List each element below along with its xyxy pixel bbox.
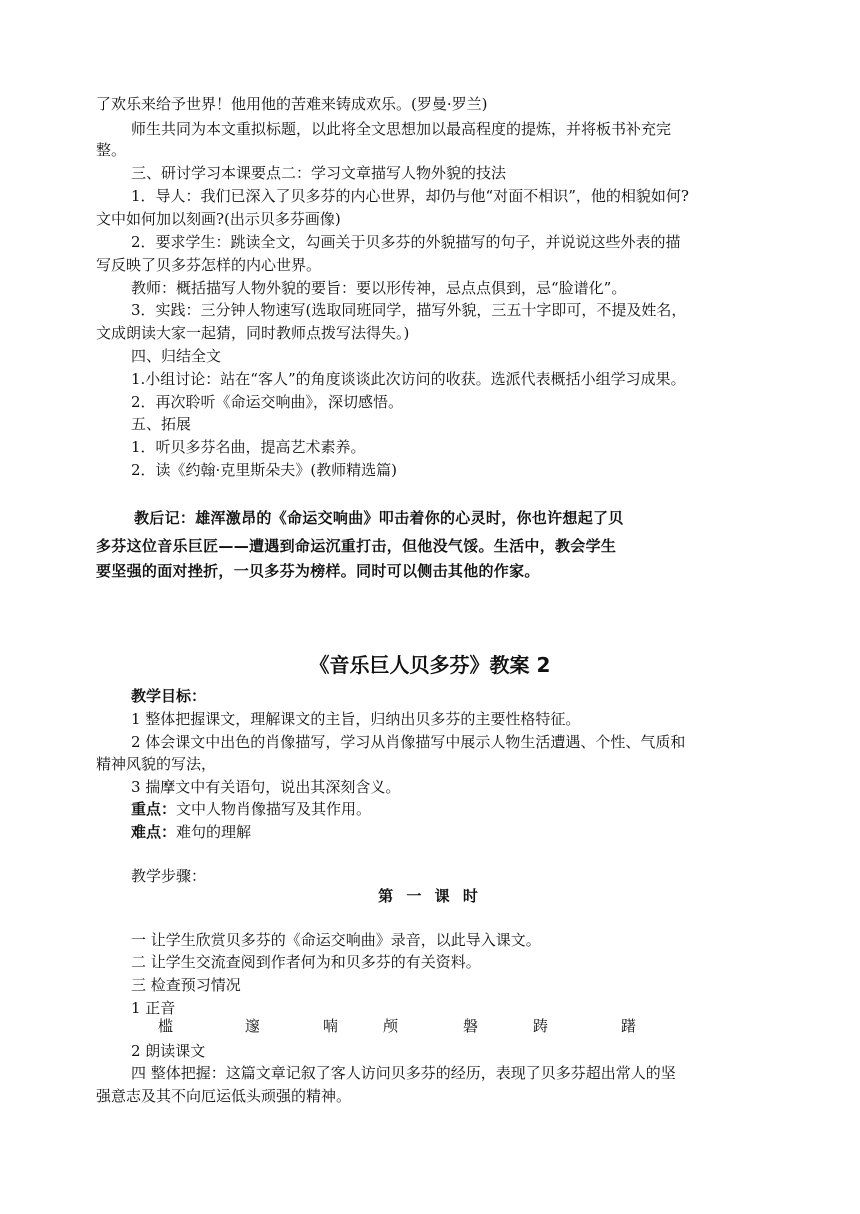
text-line: 师生共同为本文重拟标题，以此将全文思想加以最高程度的提炼，并将板书补充完 [131, 120, 672, 138]
teaching-note: 多芬这位音乐巨匠——遭遇到命运沉重打击，但他没气馁。生活中，教会学生 [96, 537, 617, 555]
section-heading: 四、归结全文 [131, 347, 222, 365]
lesson-heading: 第 一 课 时 [378, 887, 482, 905]
text-line: 四 整体把握：这篇文章记叙了客人访问贝多芬的经历，表现了贝多芬超出常人的坚 [131, 1064, 676, 1082]
pronounce-char: 槛 [158, 1017, 174, 1035]
section-heading: 三、研讨学习本课要点二：学习文章描写人物外貌的技法 [131, 164, 507, 182]
text-line: 了欢乐来给予世界！他用他的苦难来铸成欢乐。(罗曼·罗兰) [96, 95, 488, 113]
text-line: 3．实践：三分钟人物速写(选取同班同学，描写外貌，三五十字即可，不提及姓名， [131, 301, 687, 319]
text-line: 1 正音 [131, 999, 176, 1017]
text-line: 3 揣摩文中有关语句，说出其深刻含义。 [131, 778, 401, 796]
teaching-note: 要坚强的面对挫折，一贝多芬为榜样。同时可以侧击其他的作家。 [96, 562, 540, 580]
key-point [131, 799, 803, 820]
difficult-point [131, 822, 803, 843]
text-line: 三 检查预习情况 [131, 976, 241, 994]
pronounce-char: 踌 [533, 1017, 549, 1035]
text-line: 2 体会课文中出色的肖像描写，学习从肖像描写中展示人物生活遭遇、个性、气质和 [131, 733, 686, 751]
key-label: 重点： [131, 800, 177, 818]
text-line: 2．要求学生：跳读全文，勾画关于贝多芬的外貌描写的句子，并说说这些外表的描 [131, 233, 681, 251]
pronounce-char: 磐 [463, 1017, 479, 1035]
section-heading: 五、拓展 [131, 415, 192, 433]
pronounce-char: 喃 [323, 1017, 339, 1035]
text-line: 写反映了贝多芬怎样的内心世界。 [96, 256, 322, 274]
text-line: 1 整体把握课文，理解课文的主旨，归纳出贝多芬的主要性格特征。 [131, 710, 581, 728]
text-line: 强意志及其不向厄运低头顽强的精神。 [96, 1087, 352, 1105]
text-line: 2．再次聆听《命运交响曲》，深切感悟。 [131, 393, 404, 411]
text-line: 1．导人：我们已深入了贝多芬的内心世界，却仍与他“对面不相识”，他的相貌如何? [131, 187, 689, 205]
pronounce-char: 邃 [245, 1017, 261, 1035]
text-line: 2．读《约翰·克里斯朵夫》(教师精选篇) [131, 461, 398, 479]
pronounce-char: 颅 [383, 1017, 399, 1035]
difficult-label: 难点： [131, 823, 177, 841]
pronunciation-list [0, 1016, 860, 1037]
text-line: 1.小组讨论：站在“客人”的角度谈谈此次访问的收获。选派代表概括小组学习成果。 [131, 370, 686, 388]
goals-label: 教学目标： [131, 687, 207, 705]
text-line: 1．听贝多芬名曲，提高艺术素养。 [131, 438, 366, 456]
key-text: 文中人物肖像描写及其作用。 [176, 800, 372, 818]
text-line: 二 让学生交流查阅到作者何为和贝多芬的有关资料。 [131, 953, 481, 971]
steps-label: 教学步骤： [131, 867, 207, 885]
text-line: 整。 [96, 141, 127, 159]
difficult-text: 难句的理解 [176, 823, 252, 841]
text-line: 精神风貌的写法， [96, 755, 217, 773]
teaching-note: 教后记：雄浑激昂的《命运交响曲》叩击着你的心灵时，你也许想起了贝 [134, 509, 624, 527]
text-line: 一 让学生欣赏贝多芬的《命运交响曲》录音，以此导入课文。 [131, 931, 541, 949]
page-title: 《音乐巨人贝多芬》教案 2 [309, 653, 551, 677]
pronounce-char: 躇 [621, 1017, 637, 1035]
text-line: 文成朗读大家一起猜，同时教师点拨写法得失。) [96, 324, 410, 342]
text-line: 文中如何加以刻画?(出示贝多芬画像) [96, 210, 341, 228]
text-line: 2 朗读课文 [131, 1042, 206, 1060]
text-line: 教师：概括描写人物外貌的要旨：要以形传神，忌点点俱到，忌“脸谱化”。 [131, 279, 627, 297]
